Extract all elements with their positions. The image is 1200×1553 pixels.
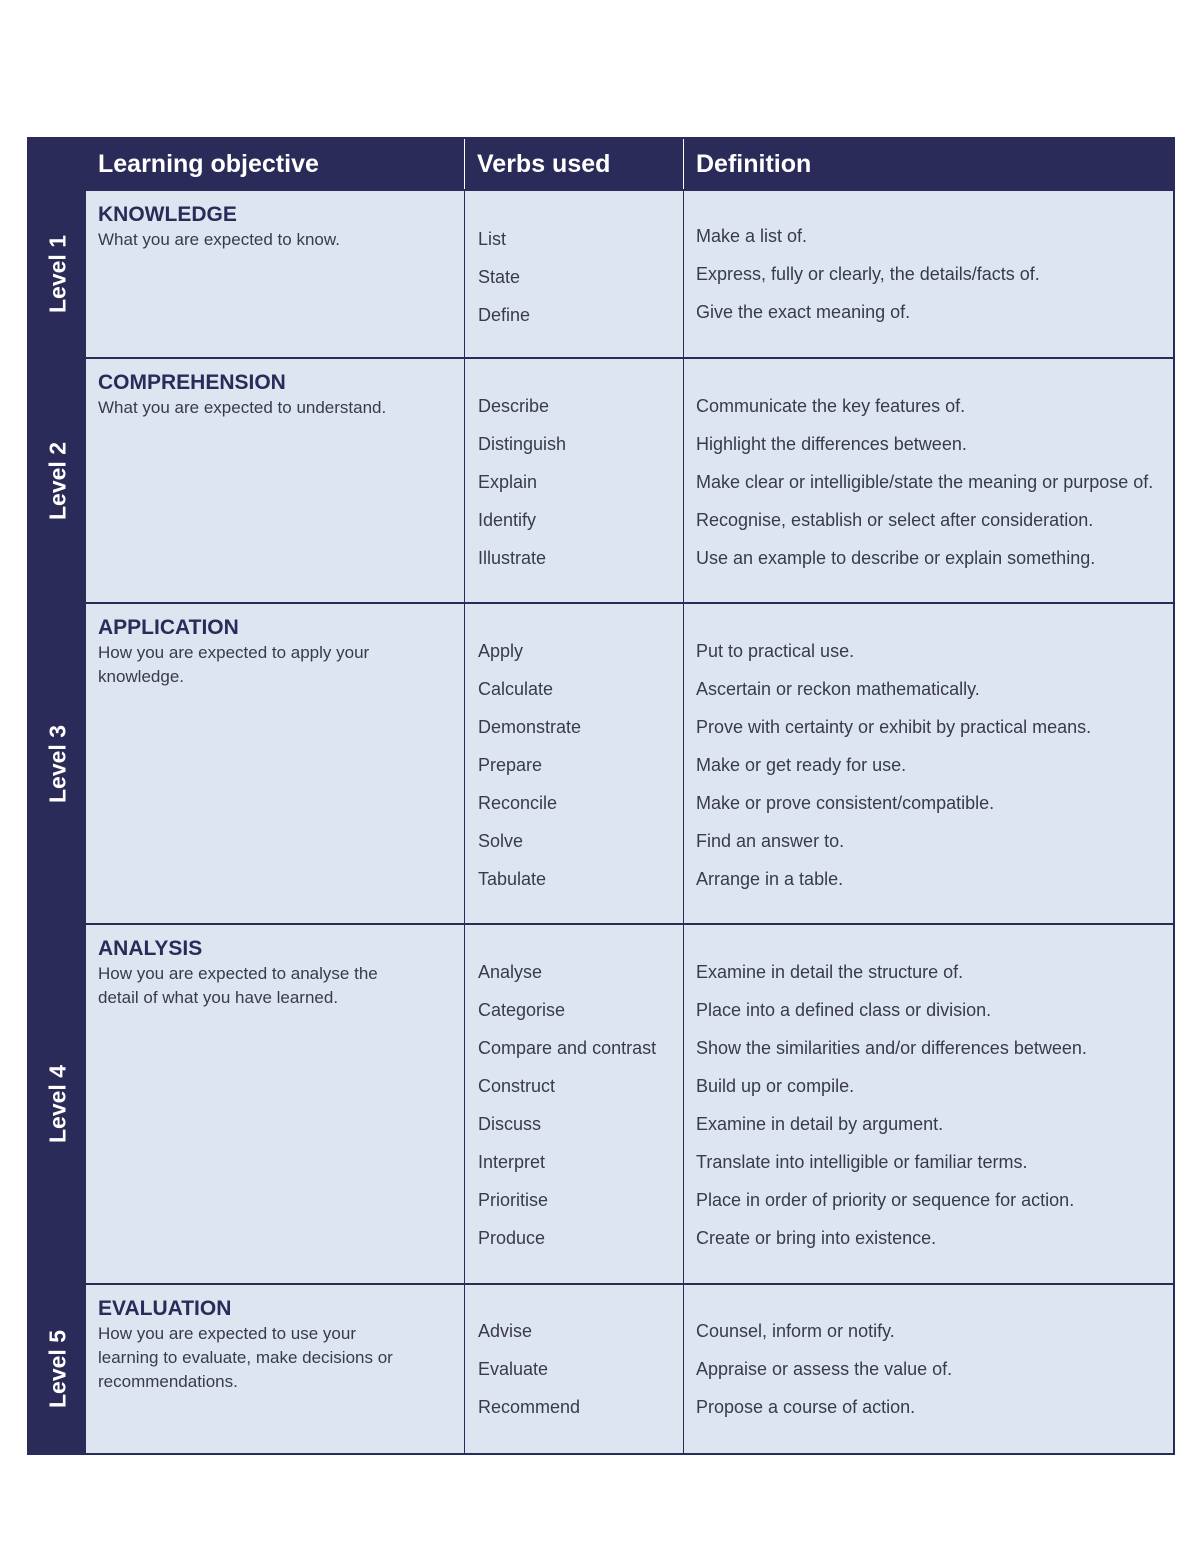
objective-description: What you are expected to understand. (98, 398, 387, 417)
definition: Find an answer to. (696, 831, 845, 851)
verb: Explain (478, 472, 538, 492)
definition: Give the exact meaning of. (696, 302, 911, 322)
definition: Examine in detail the structure of. (696, 962, 964, 982)
level-label-cell (29, 359, 86, 602)
level-row-4 (29, 923, 1173, 1283)
level-label: Level 4 (44, 1065, 70, 1143)
header-learning-objective: Learning objective (86, 139, 465, 189)
objective-description: How you are expected to use your learning to evaluate, make decisions or recommendations. (98, 1324, 393, 1391)
definition: Make or get ready for use. (696, 755, 907, 775)
verbs-cell (465, 359, 684, 602)
level-label-cell (29, 604, 86, 923)
definition: Ascertain or reckon mathematically. (696, 679, 980, 699)
verb: Discuss (478, 1114, 542, 1134)
verb: Prepare (478, 755, 543, 775)
verb: Compare and contrast (478, 1038, 657, 1058)
verb: Calculate (478, 679, 554, 699)
objective-title: ANALYSIS (98, 937, 203, 960)
level-label: Level 5 (44, 1330, 70, 1408)
verb: Advise (478, 1321, 533, 1341)
header-verbs-used: Verbs used (465, 139, 684, 189)
level-row-1 (29, 189, 1173, 357)
objective-cell (86, 359, 465, 602)
definition: Propose a course of action. (696, 1397, 916, 1417)
objective-description: What you are expected to know. (98, 230, 340, 249)
definition: Put to practical use. (696, 641, 855, 661)
objective-cell (86, 604, 465, 923)
definition: Make a list of. (696, 226, 808, 246)
definition: Appraise or assess the value of. (696, 1359, 953, 1379)
verb: Describe (478, 396, 550, 416)
definition: Highlight the differences between. (696, 434, 967, 454)
verb: Define (478, 305, 531, 325)
level-row-5 (29, 1283, 1173, 1453)
verb: Identify (478, 510, 537, 530)
verb: Categorise (478, 1000, 566, 1020)
verb: Demonstrate (478, 717, 582, 737)
verb: Construct (478, 1076, 556, 1096)
level-label: Level 1 (44, 235, 70, 313)
verb: Solve (478, 831, 524, 851)
verbs-cell (465, 191, 684, 357)
objective-cell (86, 925, 465, 1283)
definition: Counsel, inform or notify. (696, 1321, 895, 1341)
definition: Prove with certainty or exhibit by practical means. (696, 717, 1092, 737)
objective-title: APPLICATION (98, 616, 239, 639)
definition: Arrange in a table. (696, 869, 844, 889)
header-definition: Definition (696, 149, 812, 178)
definition: Place in order of priority or sequence for action. (696, 1190, 1075, 1210)
objective-title: COMPREHENSION (98, 371, 286, 394)
verbs-cell (465, 925, 684, 1283)
definitions-cell (684, 925, 1173, 1283)
definitions-cell (684, 191, 1173, 357)
table-header (29, 139, 1173, 189)
definition: Recognise, establish or select after consideration. (696, 510, 1094, 530)
verbs-cell (465, 1285, 684, 1453)
verb: Recommend (478, 1397, 581, 1417)
objective-cell (86, 191, 465, 357)
definition: Express, fully or clearly, the details/facts of. (696, 264, 1040, 284)
definition: Show the similarities and/or differences between. (696, 1038, 1087, 1058)
verbs-cell (465, 604, 684, 923)
definition: Build up or compile. (696, 1076, 855, 1096)
verb: Tabulate (478, 869, 547, 889)
definitions-cell (684, 604, 1173, 923)
level-label: Level 3 (44, 724, 70, 803)
verb: Apply (478, 641, 524, 661)
verb: Evaluate (478, 1359, 549, 1379)
definition: Use an example to describe or explain something. (696, 548, 1096, 568)
level-row-3 (29, 602, 1173, 923)
learning-objectives-table (27, 137, 1175, 1455)
level-label: Level 2 (44, 441, 70, 520)
definition: Make or prove consistent/compatible. (696, 793, 995, 813)
definition: Examine in detail by argument. (696, 1114, 944, 1134)
objective-description: How you are expected to apply your knowledge. (98, 643, 370, 686)
verb: List (478, 229, 507, 249)
level-label-cell (29, 191, 86, 357)
objective-cell (86, 1285, 465, 1453)
objective-description: How you are expected to analyse the detail of what you have learned. (98, 964, 378, 1007)
verb: Produce (478, 1228, 546, 1248)
level-label-cell (29, 1285, 86, 1453)
verb: Prioritise (478, 1190, 549, 1210)
definition: Make clear or intelligible/state the meaning or purpose of. (696, 472, 1154, 492)
level-label-cell (29, 925, 86, 1283)
verb: Illustrate (478, 548, 547, 568)
level-row-2 (29, 357, 1173, 602)
objective-title: EVALUATION (98, 1297, 232, 1320)
definitions-cell (684, 359, 1173, 602)
definition: Create or bring into existence. (696, 1228, 937, 1248)
verb: Distinguish (478, 434, 567, 454)
objective-title: KNOWLEDGE (98, 203, 237, 226)
definition: Translate into intelligible or familiar terms. (696, 1152, 1028, 1172)
definition: Place into a defined class or division. (696, 1000, 992, 1020)
verb: Reconcile (478, 793, 558, 813)
verb: Interpret (478, 1152, 546, 1172)
definition: Communicate the key features of. (696, 396, 966, 416)
definitions-cell (684, 1285, 1173, 1453)
verb: Analyse (478, 962, 543, 982)
verb: State (478, 267, 521, 287)
header-level-cell (29, 139, 86, 189)
